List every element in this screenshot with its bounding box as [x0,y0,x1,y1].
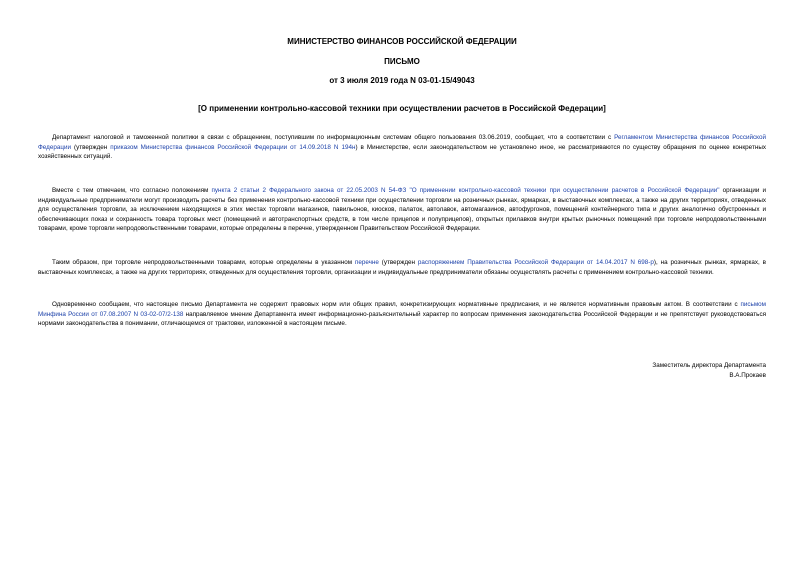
paragraph-3-text-3: ), на розничных рынках, ярмарках, в выставочных комплексах, а также на других территориях, отведенных для осуществления торговли, организации и индивидуальные предприниматели обязаны осуществлять расчеты с применением контрольно-кассовой техники. [38,259,766,276]
date-number-heading: от 3 июля 2019 года N 03-01-15/49043 [329,76,475,85]
link-order-194n[interactable]: приказом Министерства финансов Российской Федерации от 14.09.2018 N 194н [110,143,356,151]
paragraph-3 [38,258,766,277]
paragraph-4-text-2: направляемое мнение Департамента имеет информационно-разъяснительный характер по вопросам применения законодательства Российской Федерации и не препятствует руководствоваться нормами законодательства в понимании, отличающемся от трактовки, изложенной в настоящем письме. [38,310,767,327]
paragraph-2-text-1: Вместе с тем отмечаем, что согласно положениям [52,187,212,194]
paragraph-4 [38,300,766,329]
paragraph-4-text-1: Одновременно сообщаем, что настоящее письмо Департамента не содержит правовых норм или общих правил, конкретизирующих нормативные предписания, и не является нормативным правовым актом. В соответствии с [52,301,741,308]
paragraph-1-text-1: Департамент налоговой и таможенной политики в связи с обращением, поступившим по информационным системам общего пользования 03.06.2019, сообщает, что в соответствии с [52,134,615,141]
paragraph-2 [38,186,766,234]
paragraph-1 [38,133,766,162]
link-federal-law-54fz[interactable]: пункта 2 статьи 2 Федерального закона от 22.05.2003 N 54-ФЗ "О применении контрольно-кассовой техники при осуществлении расчетов в Российской Федерации" [211,187,720,194]
link-ministry-regulation[interactable]: Регламентом Министерства финансов Российской Федерации [38,134,767,151]
paragraph-1-text-2: (утвержден [70,143,111,151]
signature-position: Заместитель директора Департамента [652,362,766,369]
link-government-order-698r[interactable]: распоряжением Правительства Российской Федерации от 14.04.2017 N 698-р [417,259,654,266]
paragraph-1-text-3: ) в Министерстве, если законодательством не установлено иное, не рассматриваются по существу обращения по оценке конкретных хозяйственных ситуаций. [38,143,766,160]
signature-block [652,361,766,381]
paragraph-3-text-1: Таким образом, при торговле непродовольственными товарами, которые определены в указанном [52,259,355,266]
subject-heading: [О применении контрольно-кассовой техники при осуществлении расчетов в Российской Федерации] [198,104,606,113]
document-type-heading: ПИСЬМО [384,57,420,66]
link-list[interactable]: перечне [354,259,379,266]
ministry-heading: МИНИСТЕРСТВО ФИНАНСОВ РОССИЙСКОЙ ФЕДЕРАЦИИ [287,37,517,46]
paragraph-3-text-2: (утвержден [378,259,418,266]
link-minfin-letter[interactable]: письмом Минфина России от 07.08.2007 N 03-02-07/2-138 [38,301,766,318]
signature-name: В.А.Прокаев [729,372,766,379]
paragraph-2-text-2: организации и индивидуальные предприниматели могут производить расчеты без применения контрольно-кассовой техники при осуществлении торговли на розничных рынках, ярмарках, в выставочных комплексах, а также на других территориях, отведенных для осуществления торговли, за исключением находящихся в этих местах торговли магазинов, павильонов, киосков, палаток, автолавок, автомагазинов, автофургонов, помещений контейнерного типа и других аналогично обустроенных и обеспечивающих показ и сохранность товара торговых мест (помещений и автотранспортных средств, в том числе прицепов и полуприцепов), открытых прилавков внутри крытых рыночных помещений при торговле непродовольственными товарами, кроме торговли непродовольственными товарами, которые определены в перечне, утвержденном Правительством Российской Федерации. [38,187,766,232]
